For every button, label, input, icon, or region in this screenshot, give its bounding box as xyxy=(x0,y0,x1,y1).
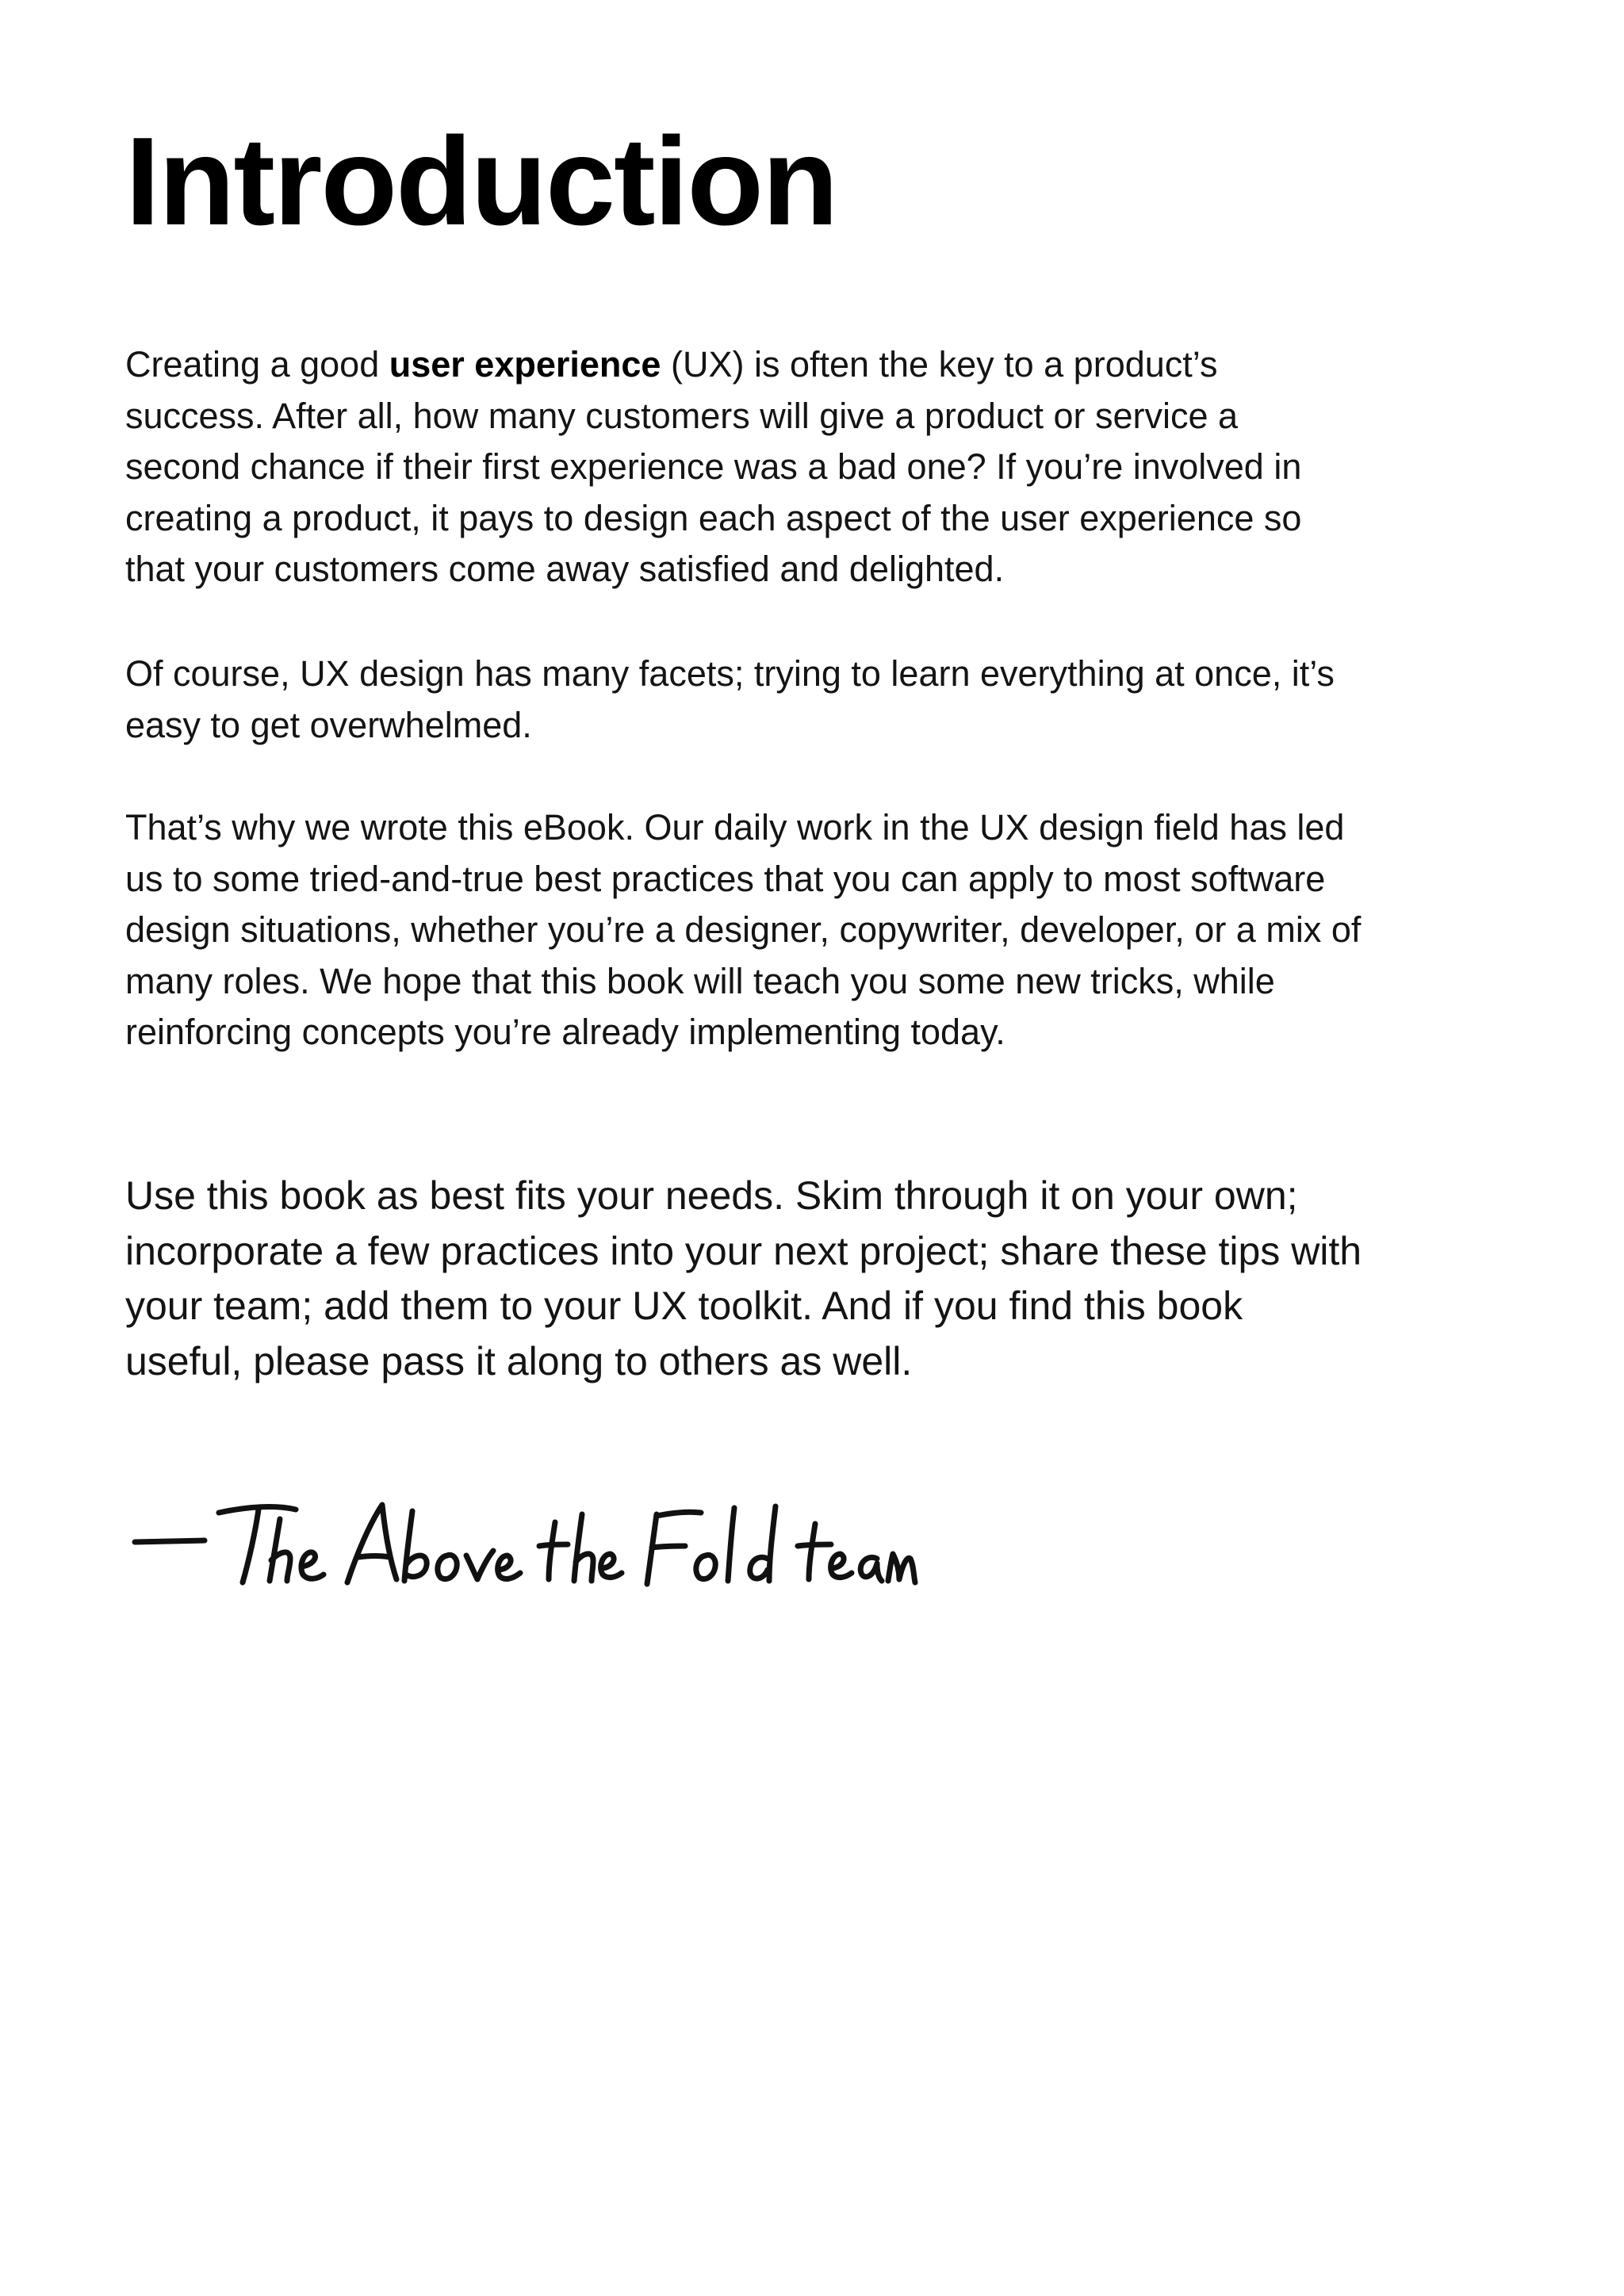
intro-paragraph-3: That’s why we wrote this eBook. Our daily work in the UX design field has led us to some tried-and-true best practices that you can apply to most software design situations, whether you’re a designer, copywriter, developer, or a mix of many roles. We hope that this book will teach you some new tricks, while reinforcing concepts you’re already implementing today. xyxy=(125,807,1362,1052)
signature-stroke xyxy=(301,1552,324,1578)
signature-stroke xyxy=(539,1522,568,1579)
signature-stroke xyxy=(438,1555,457,1578)
signature-stroke xyxy=(601,1554,622,1578)
signature-stroke xyxy=(347,1505,396,1582)
page-title: Introduction xyxy=(125,112,837,251)
signature-stroke xyxy=(243,1510,259,1582)
user-experience-term: user experience xyxy=(389,344,661,385)
signature-stroke xyxy=(750,1506,776,1581)
signature-stroke xyxy=(798,1524,831,1579)
handwritten-signature xyxy=(117,1483,926,1601)
signature-stroke xyxy=(647,1512,701,1584)
signature-stroke xyxy=(135,1540,205,1542)
signature-stroke xyxy=(696,1555,715,1578)
paragraph-1-rest: (UX) is often the key to a product’s success. After all, how many customers will give a product or service a second chance if their first experience was a bad one? If you’re involved in creating a product, it pays to design each aspect of the user experience so that your customers come away satisfied and delighted. xyxy=(125,344,1302,589)
intro-paragraph-2: Of course, UX design has many facets; trying to learn everything at once, it’s easy to get overwhelmed. xyxy=(125,653,1335,745)
signature-stroke xyxy=(270,1519,290,1581)
signature-stroke xyxy=(888,1554,915,1582)
signature-stroke xyxy=(574,1514,593,1581)
signature-stroke xyxy=(728,1508,734,1581)
signature-stroke xyxy=(404,1511,427,1581)
intro-paragraph-1 xyxy=(125,339,1362,595)
intro-paragraph-4: Use this book as best fits your needs. Skim through it on your own; incorporate a few practices into your next project; share these tips with your team; add them to your UX toolkit. And if you find this book useful, please pass it along to others as well. xyxy=(125,1173,1362,1383)
signature-stroke xyxy=(498,1556,520,1578)
paragraph-1-lead: Creating a good xyxy=(125,344,389,385)
signature-stroke xyxy=(860,1557,882,1581)
signature-stroke xyxy=(466,1551,493,1579)
signature-stroke xyxy=(831,1554,852,1578)
